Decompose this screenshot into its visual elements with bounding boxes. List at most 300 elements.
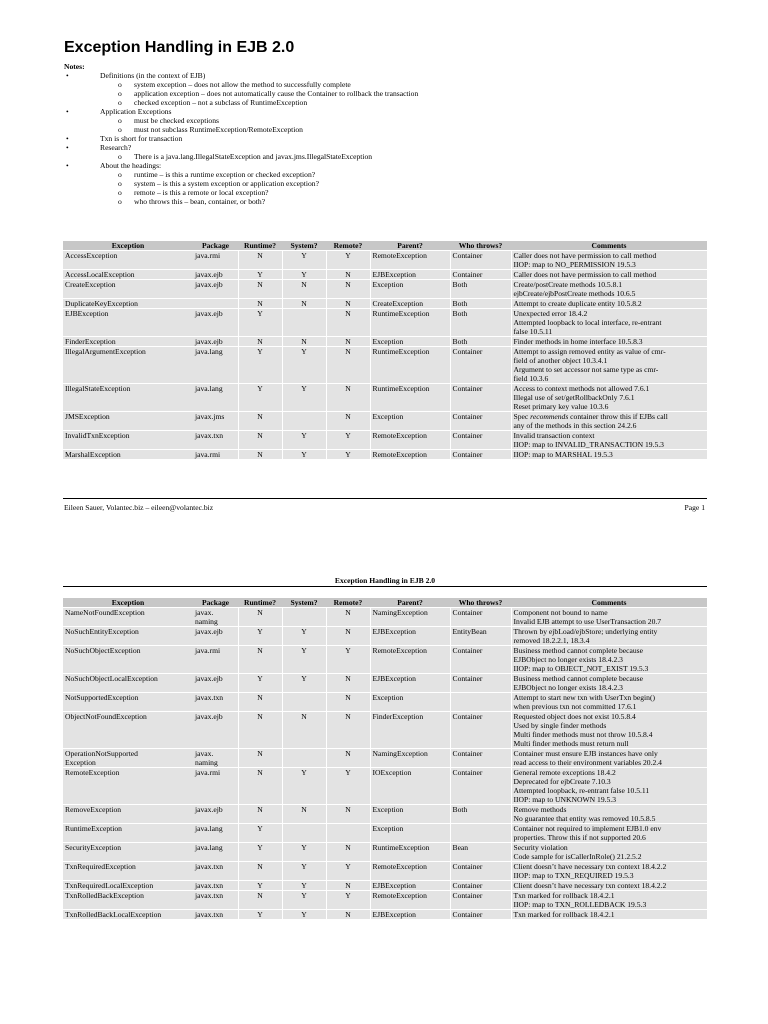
comment-line: IIOP: map to NO_PERMISSION 19.5.3 <box>513 260 636 269</box>
comment-line: Txn marked for rollback 18.4.2.1 <box>513 891 615 900</box>
package-cell <box>193 627 238 646</box>
footer-author: Eileen Sauer, Volantec.biz – eileen@volantec.biz <box>64 503 214 512</box>
parent-cell: RemoteException <box>370 450 450 460</box>
exception-name: RemoteException <box>65 768 120 777</box>
exception-name: NameNotFoundException <box>65 608 145 617</box>
exception-name: DuplicateKeyException <box>65 299 138 308</box>
package-name: java.rmi <box>195 768 221 777</box>
exception-cell <box>63 337 193 347</box>
circle-bullet-icon: o <box>118 188 122 197</box>
system-cell: N <box>282 337 326 347</box>
comment-line: any of the methods in this section 24.2.6 <box>513 421 637 430</box>
runtime-cell: N <box>238 862 282 881</box>
note-item <box>64 134 704 143</box>
who-throws-cell: Both <box>450 805 511 824</box>
comment-line: Spec recommends container throw this if EJBs call <box>513 412 668 421</box>
exception-name: IllegalStateException <box>65 384 131 393</box>
table-row <box>63 347 707 384</box>
table-row <box>63 450 707 460</box>
remote-cell: Y <box>326 646 370 674</box>
parent-cell: NamingException <box>370 608 450 627</box>
system-cell: Y <box>282 881 326 891</box>
exception-name: InvalidTxnException <box>65 431 130 440</box>
comment-line: Caller does not have permission to call method <box>513 270 657 279</box>
footer-page-number: Page 1 <box>684 503 705 512</box>
comment-line: Deprecated for ejbCreate 7.10.3 <box>513 777 611 786</box>
who-throws-cell: Both <box>450 309 511 337</box>
comment-line: Invalid EJB attempt to use UserTransaction 20.7 <box>513 617 662 626</box>
note-subitem <box>86 188 704 197</box>
who-throws-cell: Container <box>450 768 511 805</box>
remote-cell: Y <box>326 768 370 805</box>
package-name: naming <box>195 758 218 767</box>
runtime-cell: Y <box>238 881 282 891</box>
comment-line: IIOP: map to OBJECT_NOT_EXIST 19.5.3 <box>513 664 649 673</box>
footer-divider <box>63 498 707 499</box>
system-cell <box>282 309 326 337</box>
remote-cell: Y <box>326 862 370 881</box>
comment-line: Attempt to assign removed entity as value of cmr- <box>513 347 666 356</box>
who-throws-cell: Container <box>450 674 511 693</box>
table-row <box>63 910 707 920</box>
table-row <box>63 843 707 862</box>
comment-line: properties. Throw this if not supported 20.6 <box>513 833 646 842</box>
system-cell: Y <box>282 768 326 805</box>
comments-cell <box>511 627 707 646</box>
comment-line: Attempt to create duplicate entity 10.5.8.2 <box>513 299 642 308</box>
system-cell: N <box>282 805 326 824</box>
table-row <box>63 768 707 805</box>
parent-cell: EJBException <box>370 270 450 280</box>
comments-cell <box>511 270 707 280</box>
exception-cell <box>63 805 193 824</box>
note-subitem <box>86 197 704 206</box>
header-package: Package <box>193 598 238 608</box>
header-exception: Exception <box>63 241 193 251</box>
table-row <box>63 749 707 768</box>
who-throws-cell: Both <box>450 337 511 347</box>
package-name: javax.txn <box>195 891 224 900</box>
runtime-cell: N <box>238 412 282 431</box>
exception-cell <box>63 251 193 270</box>
note-subitem-text: system exception – does not allow the method to successfully complete <box>134 80 351 89</box>
note-subitem <box>86 152 704 161</box>
remote-cell: N <box>326 693 370 712</box>
comment-line: Attempt to start new txn with UserTxn begin() <box>513 693 656 702</box>
exception-name: SecurityException <box>65 843 122 852</box>
comment-line: Multi finder methods must not throw 10.5.8.4 <box>513 730 653 739</box>
who-throws-cell: Container <box>450 608 511 627</box>
note-subitem-text: system – is this a system exception or application exception? <box>134 179 319 188</box>
who-throws-cell: Container <box>450 270 511 280</box>
runtime-cell: N <box>238 251 282 270</box>
package-cell <box>193 824 238 843</box>
table-row <box>63 280 707 299</box>
who-throws-cell: Container <box>450 910 511 920</box>
exception-name: IllegalArgumentException <box>65 347 146 356</box>
exception-cell <box>63 280 193 299</box>
comment-line: Code sample for isCallerInRole() 21.2.5.2 <box>513 852 642 861</box>
table-row <box>63 674 707 693</box>
comments-cell <box>511 251 707 270</box>
comment-line: Requested object does not exist 10.5.8.4 <box>513 712 636 721</box>
parent-cell: RemoteException <box>370 251 450 270</box>
comment-line: field 10.3.6 <box>513 374 549 383</box>
remote-cell: Y <box>326 891 370 910</box>
comment-line: Reset primary key value 10.3.6 <box>513 402 609 411</box>
who-throws-cell: Container <box>450 431 511 450</box>
runtime-cell: N <box>238 646 282 674</box>
parent-cell: RemoteException <box>370 431 450 450</box>
parent-cell: CreateException <box>370 299 450 309</box>
note-subitem-text: checked exception – not a subclass of RuntimeException <box>134 98 308 107</box>
system-cell: Y <box>282 431 326 450</box>
remote-cell: N <box>326 347 370 384</box>
parent-cell: EJBException <box>370 881 450 891</box>
header-exception: Exception <box>63 598 193 608</box>
runtime-cell: N <box>238 768 282 805</box>
comments-cell <box>511 646 707 674</box>
exception-cell <box>63 309 193 337</box>
header-system: System? <box>282 241 326 251</box>
parent-cell: Exception <box>370 412 450 431</box>
comments-cell <box>511 910 707 920</box>
package-cell <box>193 309 238 337</box>
runtime-cell: Y <box>238 627 282 646</box>
system-cell: Y <box>282 450 326 460</box>
table-row <box>63 712 707 749</box>
system-cell: Y <box>282 646 326 674</box>
package-cell <box>193 347 238 384</box>
exceptions-table-page2 <box>63 598 707 919</box>
parent-cell: RemoteException <box>370 646 450 674</box>
note-sublist <box>100 80 704 107</box>
circle-bullet-icon: o <box>118 152 122 161</box>
package-name: java.rmi <box>195 251 221 260</box>
package-cell <box>193 450 238 460</box>
package-cell <box>193 693 238 712</box>
remote-cell: N <box>326 299 370 309</box>
note-item <box>64 107 704 134</box>
note-sublist <box>100 152 704 161</box>
table-row <box>63 412 707 431</box>
exception-name: OperationNotSupported <box>65 749 138 758</box>
comment-line: false 10.5.11 <box>513 327 553 336</box>
circle-bullet-icon: o <box>118 125 122 134</box>
runtime-cell: N <box>238 450 282 460</box>
who-throws-cell: Container <box>450 881 511 891</box>
comment-line: Caller does not have permission to call method <box>513 251 657 260</box>
header-system: System? <box>282 598 326 608</box>
remote-cell: N <box>326 270 370 280</box>
system-cell: N <box>282 299 326 309</box>
comment-line: IIOP: map to UNKNOWN 19.5.3 <box>513 795 617 804</box>
comment-line: Used by single finder methods <box>513 721 607 730</box>
table-row <box>63 384 707 412</box>
runtime-cell: N <box>238 431 282 450</box>
parent-cell: EJBException <box>370 674 450 693</box>
system-cell: Y <box>282 862 326 881</box>
comments-cell <box>511 712 707 749</box>
parent-cell: EJBException <box>370 910 450 920</box>
package-name: javax.txn <box>195 910 224 919</box>
comments-cell <box>511 674 707 693</box>
remote-cell: N <box>326 910 370 920</box>
who-throws-cell: Container <box>450 347 511 384</box>
comment-line: when previous txn not committed 17.6.1 <box>513 702 637 711</box>
comments-cell <box>511 891 707 910</box>
package-cell <box>193 910 238 920</box>
who-throws-cell <box>450 693 511 712</box>
runtime-cell: N <box>238 337 282 347</box>
parent-cell: Exception <box>370 337 450 347</box>
comment-line: field of another object 10.3.4.1 <box>513 356 608 365</box>
parent-cell: RemoteException <box>370 891 450 910</box>
header-remote: Remote? <box>326 598 370 608</box>
header-comments: Comments <box>511 598 707 608</box>
note-text: Definitions (in the context of EJB) <box>100 71 206 80</box>
bullet-icon: • <box>66 143 69 152</box>
package-cell <box>193 431 238 450</box>
notes-list <box>64 71 704 206</box>
comment-line: IIOP: map to MARSHAL 19.5.3 <box>513 450 613 459</box>
exception-cell <box>63 674 193 693</box>
package-cell <box>193 843 238 862</box>
who-throws-cell: Both <box>450 299 511 309</box>
exception-name: NoSuchObjectLocalException <box>65 674 158 683</box>
remote-cell: N <box>326 843 370 862</box>
system-cell: Y <box>282 251 326 270</box>
note-item <box>64 71 704 107</box>
package-cell <box>193 881 238 891</box>
package-cell <box>193 299 238 309</box>
comment-line: Client doesn’t have necessary txn context 18.4.2.2 <box>513 862 667 871</box>
runtime-cell: Y <box>238 309 282 337</box>
notes-section <box>64 62 704 206</box>
system-cell: Y <box>282 843 326 862</box>
notes-heading: Notes: <box>64 62 85 71</box>
system-cell: N <box>282 280 326 299</box>
comment-line: Finder methods in home interface 10.5.8.3 <box>513 337 643 346</box>
comment-line: Create/postCreate methods 10.5.8.1 <box>513 280 623 289</box>
system-cell: Y <box>282 891 326 910</box>
header-remote: Remote? <box>326 241 370 251</box>
page2-header-divider <box>63 586 707 587</box>
remote-cell: N <box>326 627 370 646</box>
parent-cell: FinderException <box>370 712 450 749</box>
remote-cell: N <box>326 384 370 412</box>
exception-cell <box>63 299 193 309</box>
exception-cell <box>63 431 193 450</box>
circle-bullet-icon: o <box>118 179 122 188</box>
runtime-cell: N <box>238 608 282 627</box>
comment-line: read access to their environment variables 20.2.4 <box>513 758 662 767</box>
table-row <box>63 862 707 881</box>
exception-cell <box>63 862 193 881</box>
table-row <box>63 299 707 309</box>
table-row <box>63 881 707 891</box>
runtime-cell: N <box>238 805 282 824</box>
circle-bullet-icon: o <box>118 89 122 98</box>
who-throws-cell: Container <box>450 891 511 910</box>
package-cell <box>193 412 238 431</box>
bullet-icon: • <box>66 161 69 170</box>
who-throws-cell: Container <box>450 646 511 674</box>
note-item <box>64 143 704 161</box>
comments-cell <box>511 768 707 805</box>
remote-cell: N <box>326 712 370 749</box>
system-cell: N <box>282 712 326 749</box>
exception-cell <box>63 450 193 460</box>
system-cell <box>282 824 326 843</box>
comment-line: Argument to set accessor not same type as cmr- <box>513 365 659 374</box>
exception-name: RemoveException <box>65 805 122 814</box>
package-cell <box>193 337 238 347</box>
header-who-throws: Who throws? <box>450 598 511 608</box>
comments-cell <box>511 824 707 843</box>
who-throws-cell: Container <box>450 712 511 749</box>
runtime-cell: N <box>238 749 282 768</box>
package-cell <box>193 674 238 693</box>
who-throws-cell: Bean <box>450 843 511 862</box>
comments-cell <box>511 347 707 384</box>
bullet-icon: • <box>66 71 69 80</box>
remote-cell: N <box>326 608 370 627</box>
table-row <box>63 251 707 270</box>
who-throws-cell: Both <box>450 280 511 299</box>
circle-bullet-icon: o <box>118 80 122 89</box>
system-cell <box>282 412 326 431</box>
runtime-cell: N <box>238 891 282 910</box>
comment-line: Unexpected error 18.4.2 <box>513 309 588 318</box>
exception-cell <box>63 891 193 910</box>
who-throws-cell: Container <box>450 862 511 881</box>
package-cell <box>193 768 238 805</box>
comment-line: EJBObject no longer exists 18.4.2.3 <box>513 655 623 664</box>
runtime-cell: Y <box>238 384 282 412</box>
package-name: javax. <box>195 749 214 758</box>
comment-line: ejbCreate/ejbPostCreate methods 10.6.5 <box>513 289 636 298</box>
note-subitem-text: must be checked exceptions <box>134 116 219 125</box>
comment-line: Business method cannot complete because <box>513 674 643 683</box>
exception-cell <box>63 412 193 431</box>
table-row <box>63 270 707 280</box>
exception-cell <box>63 824 193 843</box>
exception-name: TxnRequiredException <box>65 862 136 871</box>
package-name: javax. <box>195 608 214 617</box>
remote-cell: N <box>326 749 370 768</box>
exception-cell <box>63 347 193 384</box>
comment-line: No guarantee that entity was removed 10.5.8.5 <box>513 814 656 823</box>
comment-line: removed 18.2.2.1, 18.3.4 <box>513 636 590 645</box>
remote-cell: N <box>326 805 370 824</box>
table-row <box>63 646 707 674</box>
package-name: javax.ejb <box>195 270 223 279</box>
exception-cell <box>63 910 193 920</box>
note-subitem <box>86 170 704 179</box>
package-name: javax.ejb <box>195 337 223 346</box>
exception-cell <box>63 881 193 891</box>
comment-line: Security violation <box>513 843 568 852</box>
runtime-cell: Y <box>238 910 282 920</box>
note-subitem <box>86 89 704 98</box>
exception-cell <box>63 270 193 280</box>
system-cell: Y <box>282 627 326 646</box>
comments-cell <box>511 843 707 862</box>
comment-line: Multi finder methods must return null <box>513 739 629 748</box>
parent-cell: RuntimeException <box>370 347 450 384</box>
page2-header-title: Exception Handling in EJB 2.0 <box>334 576 436 585</box>
header-package: Package <box>193 241 238 251</box>
remote-cell: N <box>326 309 370 337</box>
remote-cell: N <box>326 674 370 693</box>
comments-cell <box>511 749 707 768</box>
package-cell <box>193 712 238 749</box>
comment-line: General remote exceptions 18.4.2 <box>513 768 616 777</box>
package-name: javax.ejb <box>195 712 223 721</box>
table-header-row <box>63 598 707 608</box>
package-cell <box>193 862 238 881</box>
comment-line: Attempted loopback to local interface, re-entrant <box>513 318 662 327</box>
comment-line: EJBObject no longer exists 18.4.2.3 <box>513 683 623 692</box>
note-subitem <box>86 98 704 107</box>
package-name: javax.txn <box>195 881 224 890</box>
exception-name: CreateException <box>65 280 116 289</box>
remote-cell: Y <box>326 450 370 460</box>
circle-bullet-icon: o <box>118 197 122 206</box>
note-subitem-text: must not subclass RuntimeException/RemoteException <box>134 125 303 134</box>
header-parent: Parent? <box>370 598 450 608</box>
runtime-cell: Y <box>238 843 282 862</box>
runtime-cell: N <box>238 280 282 299</box>
runtime-cell: Y <box>238 674 282 693</box>
table-row <box>63 337 707 347</box>
remote-cell: Y <box>326 251 370 270</box>
exception-cell <box>63 646 193 674</box>
comments-cell <box>511 881 707 891</box>
note-subitem-text: who throws this – bean, container, or both? <box>134 197 266 206</box>
package-cell <box>193 384 238 412</box>
note-subitem <box>86 80 704 89</box>
header-who-throws: Who throws? <box>450 241 511 251</box>
comments-cell <box>511 431 707 450</box>
header-parent: Parent? <box>370 241 450 251</box>
package-name: java.rmi <box>195 646 221 655</box>
comments-cell <box>511 805 707 824</box>
table-row <box>63 693 707 712</box>
package-name: javax.ejb <box>195 627 223 636</box>
package-name: java.lang <box>195 824 223 833</box>
table-row <box>63 824 707 843</box>
circle-bullet-icon: o <box>118 98 122 107</box>
runtime-cell: N <box>238 693 282 712</box>
package-cell <box>193 805 238 824</box>
circle-bullet-icon: o <box>118 116 122 125</box>
who-throws-cell: EntityBean <box>450 627 511 646</box>
parent-cell: RuntimeException <box>370 843 450 862</box>
note-subitem <box>86 125 704 134</box>
comment-line: Component not bound to name <box>513 608 608 617</box>
comment-line: Container not required to implement EJB1.0 env <box>513 824 662 833</box>
parent-cell: EJBException <box>370 627 450 646</box>
who-throws-cell: Container <box>450 384 511 412</box>
package-name: java.lang <box>195 347 223 356</box>
remote-cell <box>326 824 370 843</box>
table-row <box>63 891 707 910</box>
package-cell <box>193 891 238 910</box>
package-cell <box>193 270 238 280</box>
comments-cell <box>511 608 707 627</box>
